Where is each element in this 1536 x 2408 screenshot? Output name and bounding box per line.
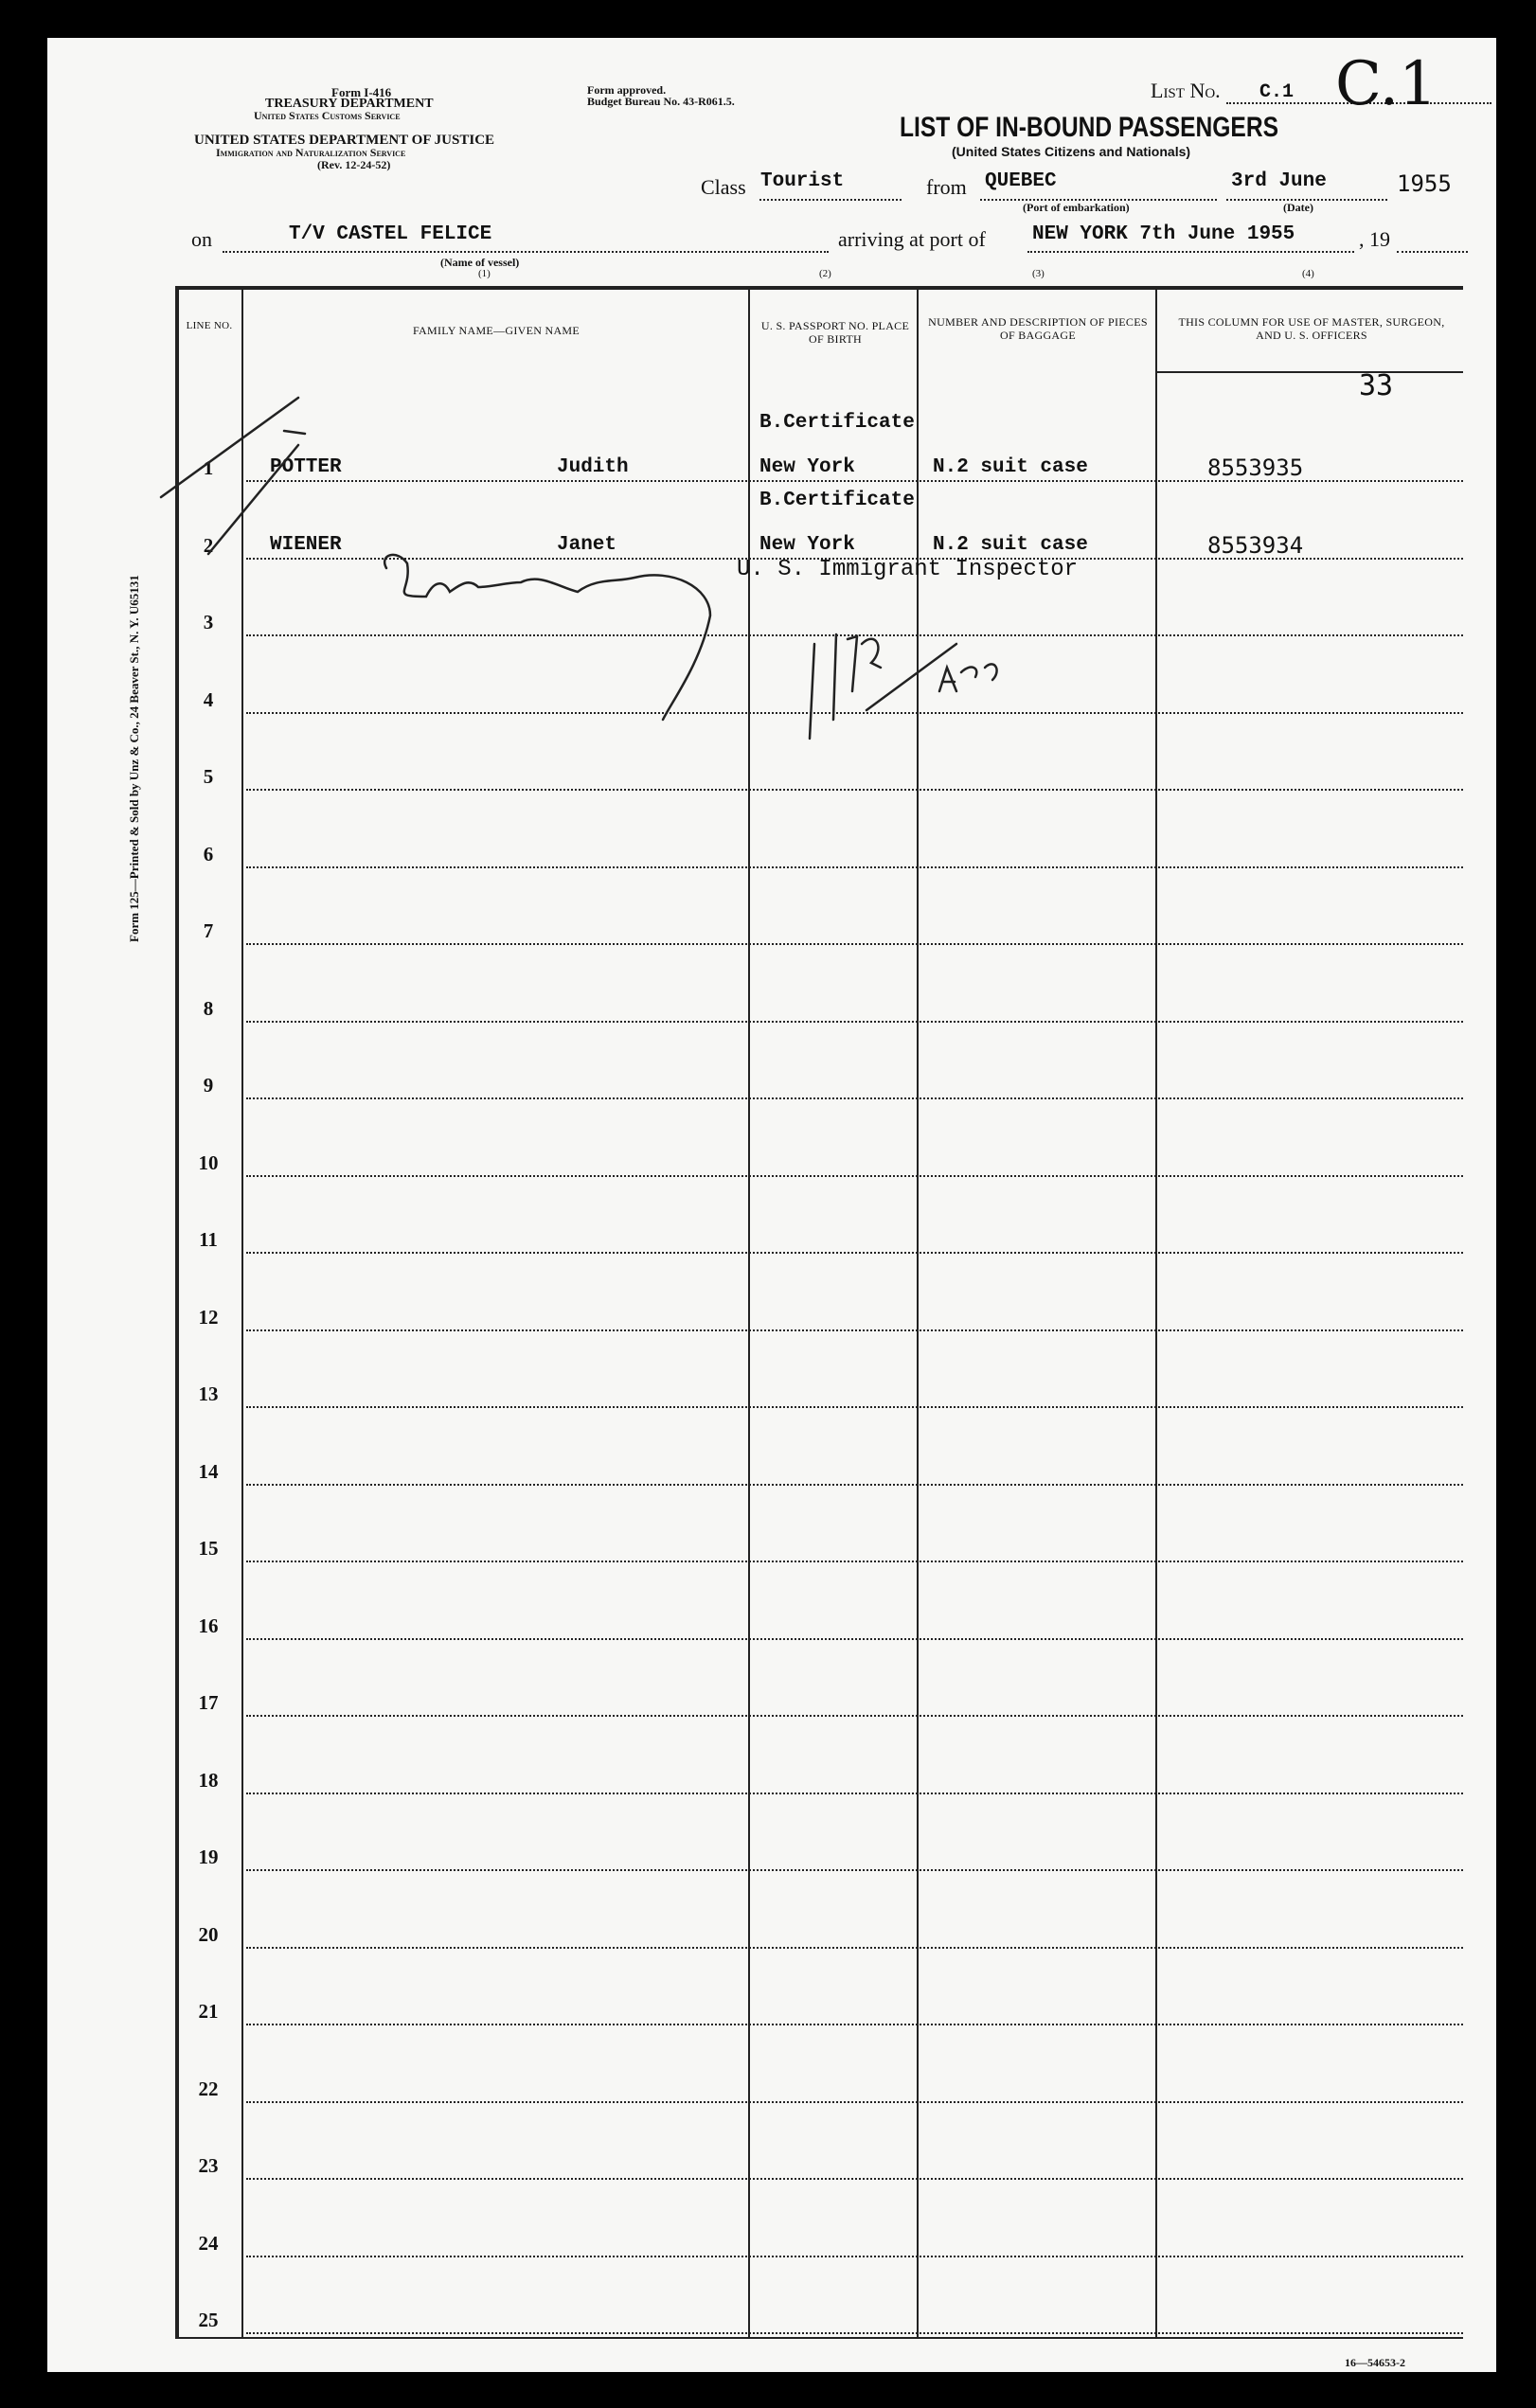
line-number: 7 (203, 919, 214, 942)
line-number: 25 (198, 2309, 219, 2331)
line-number: 16 (198, 1614, 219, 1637)
customs-service: United States Customs Service (254, 109, 401, 122)
col-num-4: (4) (1302, 268, 1314, 279)
form-number: Form I-416 (331, 85, 392, 99)
line-number: 17 (198, 1691, 219, 1714)
officer-number: 8553934 (1207, 531, 1304, 559)
treasury-department: TREASURY DEPARTMENT (265, 97, 434, 111)
line-number: 4 (203, 687, 214, 711)
header-baggage: NUMBER AND DESCRIPTION OF PIECES OF BAGGAGE (928, 315, 1148, 342)
handwritten-number (833, 634, 836, 720)
family-name: POTTER (270, 456, 342, 478)
arrival-port: NEW YORK 7th June 1955 (1032, 223, 1295, 245)
given-name: Judith (557, 456, 629, 478)
list-no-value: C.1 (1259, 81, 1295, 103)
line-number: 21 (198, 2000, 219, 2023)
year-value: 1955 (1397, 170, 1452, 197)
passport-document: B.Certificate (759, 489, 915, 511)
year-label: , 19 (1359, 227, 1390, 251)
line-number: 24 (198, 2231, 219, 2255)
form-approved: Form approved. (587, 83, 667, 97)
tally-slash-mark (161, 398, 298, 497)
vessel-col-num: (1) (478, 268, 491, 279)
col-num-2: (2) (819, 268, 831, 279)
handwritten-signature (384, 555, 710, 720)
line-number: 18 (198, 1768, 219, 1792)
col-num-3: (3) (1032, 268, 1045, 279)
handwritten-number (810, 644, 814, 739)
on-label: on (191, 227, 212, 251)
line-number: 9 (203, 1074, 214, 1097)
inspector-stamp: U. S. Immigrant Inspector (737, 557, 1079, 582)
line-number: 8 (203, 996, 214, 1020)
vessel-caption: (Name of vessel) (440, 256, 520, 269)
line-number: 6 (203, 842, 214, 865)
class-value: Tourist (760, 170, 845, 192)
list-no-label: List No. (1151, 79, 1221, 102)
revision: (Rev. 12-24-52) (317, 158, 391, 171)
line-number: 5 (203, 765, 214, 788)
handwritten-initial (985, 664, 997, 680)
tally-slash-mark (284, 431, 305, 434)
line-number: 14 (198, 1459, 219, 1483)
arriving-label: arriving at port of (838, 227, 986, 251)
place-of-birth: New York (759, 533, 855, 556)
printer-imprint: Form 125—Printed & Sold by Unz & Co., 24 Beaver St., N. Y. U65131 (127, 575, 141, 942)
department-of-justice: UNITED STATES DEPARTMENT OF JUSTICE (194, 133, 495, 148)
form-title: LIST OF IN-BOUND PASSENGERS (900, 112, 1279, 143)
line-number: 13 (198, 1382, 219, 1405)
header-family-name: FAMILY NAME—GIVEN NAME (412, 324, 580, 337)
class-label: Class (701, 175, 746, 199)
handwritten-initial (961, 668, 976, 677)
vessel-name: T/V CASTEL FELICE (289, 223, 492, 245)
date-caption: (Date) (1283, 201, 1313, 214)
from-label: from (926, 175, 967, 199)
header-passport: U. S. PASSPORT NO. PLACE OF BIRTH (760, 319, 910, 346)
place-of-birth: New York (759, 456, 855, 478)
line-number: 3 (203, 611, 214, 633)
line-number: 23 (198, 2154, 219, 2177)
line-number: 19 (198, 1846, 219, 1868)
line-number: 1 (203, 456, 214, 479)
passport-document: B.Certificate (759, 412, 915, 434)
port-embark-caption: (Port of embarkation) (1023, 201, 1130, 214)
baggage-description: N.2 suit case (933, 456, 1088, 478)
handwritten-initial (939, 668, 956, 691)
budget-bureau: Budget Bureau No. 43-R061.5. (587, 95, 735, 108)
officer-count: 33 (1359, 369, 1394, 402)
line-number: 11 (199, 1228, 218, 1251)
ins: Immigration and Naturalization Service (216, 146, 406, 159)
given-name: Janet (557, 533, 617, 556)
officer-number: 8553935 (1207, 455, 1304, 481)
from-value: QUEBEC (985, 170, 1057, 192)
family-name: WIENER (270, 533, 342, 556)
baggage-description: N.2 suit case (933, 533, 1088, 556)
line-number: 2 (203, 533, 214, 557)
line-number: 20 (198, 1922, 219, 1946)
line-number: 22 (198, 2077, 219, 2100)
tally-slash-mark (208, 445, 298, 554)
handwritten-number (848, 636, 857, 691)
list-no-handwritten: C.1 (1335, 49, 1438, 119)
form-subtitle: (United States Citizens and Nationals) (952, 144, 1191, 159)
handwritten-annotations (47, 38, 1496, 2372)
handwritten-number (862, 639, 881, 668)
date-value: 3rd June (1231, 170, 1327, 192)
line-number: 10 (198, 1150, 219, 1174)
passenger-list-form (47, 38, 1496, 2372)
header-line-no: LINE NO. (186, 320, 233, 331)
footer-code: 16—54653-2 (1345, 2356, 1405, 2369)
header-officers: THIS COLUMN FOR USE OF MASTER, SURGEON, AND U. S. OFFICERS (1178, 315, 1445, 342)
line-number: 12 (198, 1305, 219, 1329)
line-number: 15 (198, 1537, 219, 1560)
